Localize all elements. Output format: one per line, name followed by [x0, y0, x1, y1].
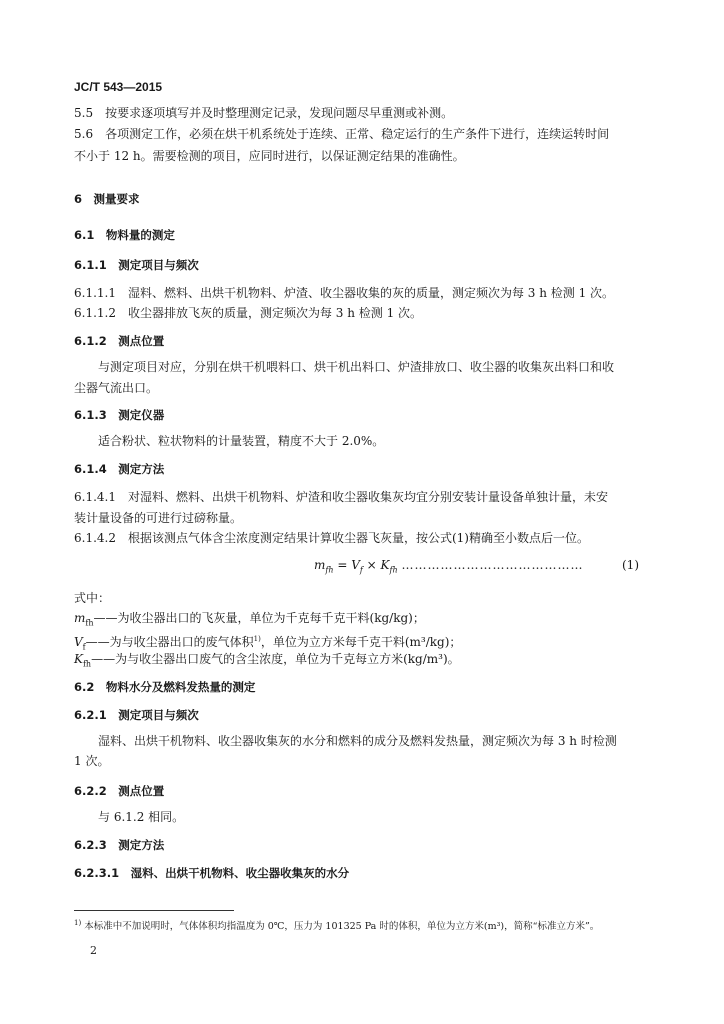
formula-leader-dots: …………………………………… — [401, 558, 584, 572]
def1-subscript: fh — [85, 618, 94, 628]
footnote-divider — [74, 910, 234, 911]
footnote-ref: 1) — [253, 635, 261, 643]
clause-6-1-1-1: 6.1.1.1 湿料、燃料、出烘干机物料、炉渣、收尘器收集的灰的质量，测定频次为每 3 h 检测 1 次。 — [74, 286, 615, 300]
clause-6-1-4-1-line2: 装计量设备的可进行过磅称量。 — [74, 511, 243, 525]
formula-equals: = — [333, 558, 352, 572]
def2-subscript: f — [82, 642, 86, 652]
page-number: 2 — [90, 944, 97, 957]
formula-lhs: m — [314, 558, 326, 572]
para-6-1-3: 适合粉状、粒状物料的计量装置，精度不大于 2.0%。 — [98, 434, 385, 448]
standard-code-header: JC/T 543—2015 — [74, 80, 163, 94]
footnote-text: 本标准中不加说明时，气体体积均指温度为 0℃，压力为 101325 Pa 时的体积，单位为立方米(m³)，简称“标准立方米”。 — [84, 921, 600, 932]
def2-symbol: V — [74, 635, 83, 649]
clause-6-1-1-2: 6.1.1.2 收尘器排放飞灰的质量，测定频次为每 3 h 检测 1 次。 — [74, 306, 423, 320]
formula-lhs-sub: fh — [325, 565, 334, 575]
formula-times: × — [362, 558, 381, 572]
section-6-2-2-heading: 6.2.2 测点位置 — [74, 784, 165, 798]
para-6-2-2: 与 6.1.2 相同。 — [98, 810, 185, 824]
clause-5-6-line1: 5.6 各项测定工作，必须在烘干机系统处于连续、正常、稳定运行的生产条件下进行，连续运转时间 — [74, 127, 610, 141]
formula-k: K — [380, 558, 390, 572]
section-6-1-4-heading: 6.1.4 测定方法 — [74, 462, 165, 476]
section-6-1-1-heading: 6.1.1 测定项目与频次 — [74, 258, 199, 272]
where-label: 式中： — [74, 591, 111, 605]
section-6-1-2-heading: 6.1.2 测点位置 — [74, 334, 165, 348]
clause-5-6-line2: 不小于 12 h。需要检测的项目，应同时进行，以保证测定结果的准确性。 — [74, 149, 465, 163]
para-6-2-1-line2: 1 次。 — [74, 754, 110, 768]
section-6-2-3-heading: 6.2.3 测定方法 — [74, 838, 165, 852]
section-6-1-heading: 6.1 物料量的测定 — [74, 228, 175, 242]
definition-kfh — [74, 652, 460, 671]
formula-k-sub: fh — [389, 565, 398, 575]
def3-text: ——为与收尘器出口废气的含尘浓度，单位为千克每立方米(kg/m³)。 — [91, 652, 460, 666]
para-6-1-2-line2: 尘器气流出口。 — [74, 381, 159, 395]
section-6-1-3-heading: 6.1.3 测定仪器 — [74, 408, 165, 422]
formula-number: (1) — [622, 558, 639, 572]
def3-subscript: fh — [82, 659, 92, 669]
clause-5-5: 5.5 按要求逐项填写并及时整理测定记录，发现问题尽早重测或补测。 — [74, 106, 454, 120]
para-6-2-1-line1: 湿料、出烘干机物料、收尘器收集灰的水分和燃料的成分及燃料发热量，测定频次为每 3 h 时检测 — [98, 734, 617, 748]
def3-symbol: K — [74, 652, 83, 666]
def2-text2: ，单位为立方米每千克干料(m³/kg)； — [260, 635, 462, 649]
formula-v: V — [351, 558, 360, 572]
section-6-2-1-heading: 6.2.1 测定项目与频次 — [74, 708, 199, 722]
clause-6-1-4-2: 6.1.4.2 根据该测点气体含尘浓度测定结果计算收尘器飞灰量，按公式(1)精确至小数点后一位。 — [74, 531, 589, 545]
def1-symbol: m — [74, 611, 86, 625]
footnote-mark: 1) — [74, 918, 82, 927]
definition-mfh — [74, 611, 425, 630]
footnote — [74, 918, 599, 932]
def1-text: ——为收尘器出口的飞灰量，单位为千克每千克干料(kg/kg)； — [93, 611, 425, 625]
section-6-2-heading: 6.2 物料水分及燃料发热量的测定 — [74, 680, 256, 694]
section-6-heading: 6 测量要求 — [74, 192, 140, 206]
formula-v-sub: f — [359, 565, 363, 575]
formula-1 — [314, 558, 583, 574]
para-6-1-2-line1: 与测定项目对应，分别在烘干机喂料口、烘干机出料口、炉渣排放口、收尘器的收集灰出料口和收 — [98, 360, 615, 374]
def2-text: ——为与收尘器出口的废气体积 — [85, 635, 254, 649]
section-6-2-3-1-heading: 6.2.3.1 湿料、出烘干机物料、收尘器收集灰的水分 — [74, 866, 350, 880]
clause-6-1-4-1-line1: 6.1.4.1 对湿料、燃料、出烘干机物料、炉渣和收尘器收集灰均宜分别安装计量设备单独计量，未安 — [74, 490, 608, 504]
